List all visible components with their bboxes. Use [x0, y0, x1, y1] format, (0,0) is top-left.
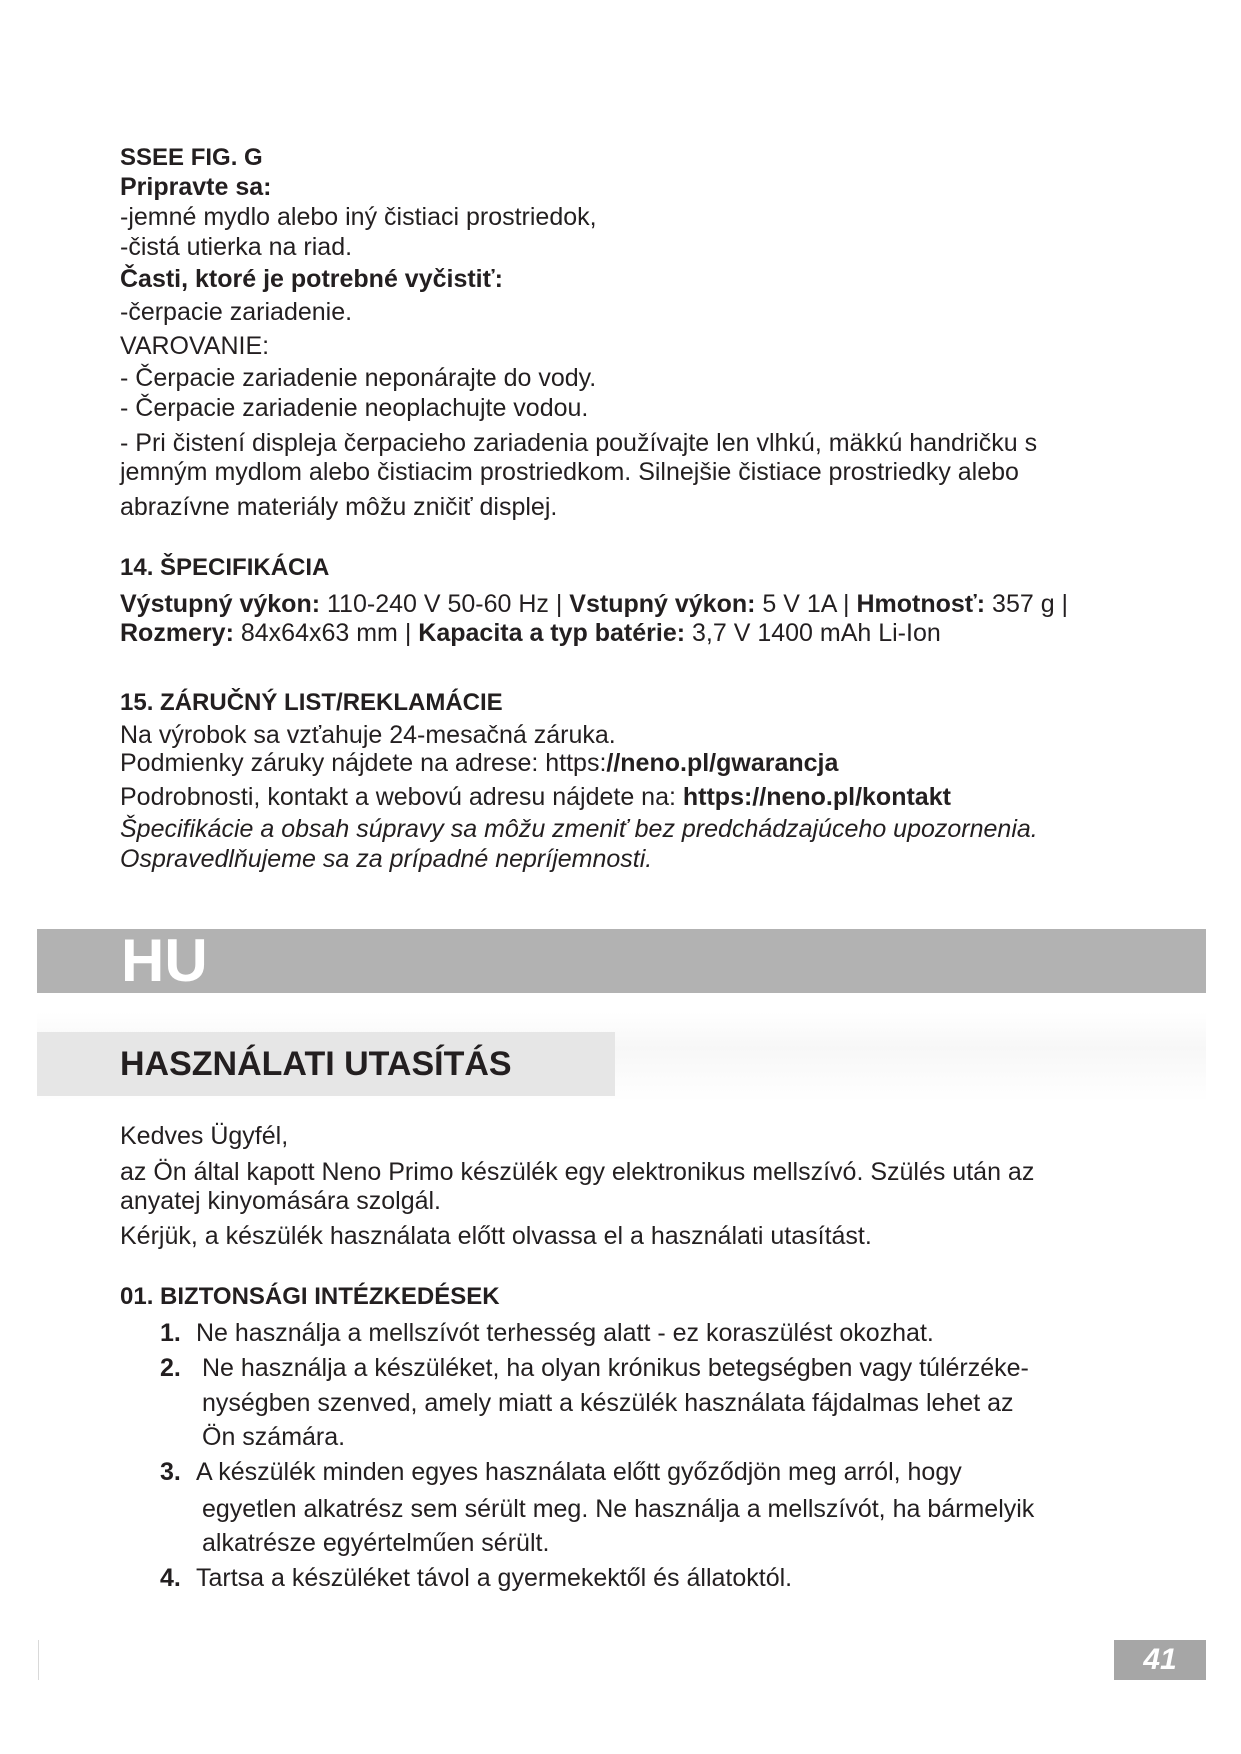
spec-weight-value: 357 g | — [985, 590, 1069, 618]
spec-line — [120, 589, 1068, 619]
spec-battery-label: Kapacita a typ batérie: — [418, 619, 686, 647]
warranty-text: Na výrobok sa vzťahuje 24-mesačná záruka. — [120, 721, 616, 749]
language-band — [37, 929, 1206, 993]
warranty-heading: 15. ZÁRUČNÝ LIST/REKLAMÁCIE — [120, 689, 503, 716]
spec-dimensions-value: 84x64x63 mm | — [233, 619, 419, 647]
spec-line — [120, 618, 941, 648]
list-number: 4. — [160, 1564, 181, 1592]
warranty-conditions-text: Podmienky záruky nájdete na adrese: https: — [120, 749, 607, 777]
list-number: 3. — [160, 1458, 181, 1486]
list-item-line: Ne használja a mellszívót terhesség alatt - ez koraszülést okozhat. — [196, 1319, 934, 1347]
prepare-item: -čistá utierka na riad. — [120, 233, 353, 261]
list-item-line: alkatrésze egyértelműen sérült. — [202, 1529, 550, 1557]
warning-item: - Čerpacie zariadenie neponárajte do vody. — [120, 364, 597, 392]
disclaimer-line: Ospravedlňujeme sa za prípadné nepríjemnosti. — [120, 845, 653, 873]
warning-long-line: abrazívne materiály môžu zničiť displej. — [120, 493, 558, 521]
warranty-conditions-line — [120, 748, 838, 778]
greeting: Kedves Ügyfél, — [120, 1122, 289, 1150]
intro-line: anyatej kinyomására szolgál. — [120, 1187, 441, 1215]
warning-long-line: jemným mydlom alebo čistiacim prostriedkom. Silnejšie čistiace prostriedky alebo — [120, 458, 1019, 486]
contact-text: Podrobnosti, kontakt a webovú adresu nájdete na: — [120, 783, 683, 811]
warning-heading: VAROVANIE: — [120, 332, 270, 360]
title-box — [37, 1032, 615, 1096]
spec-input-value: 5 V 1A | — [755, 590, 857, 618]
list-item-line: A készülék minden egyes használata előtt győződjön meg arról, hogy — [196, 1458, 962, 1486]
safety-heading: 01. BIZTONSÁGI INTÉZKEDÉSEK — [120, 1283, 500, 1310]
contact-link[interactable]: https://neno.pl/kontakt — [682, 783, 951, 811]
parts-item: -čerpacie zariadenie. — [120, 298, 353, 326]
language-code: HU — [121, 927, 208, 994]
list-number: 2. — [160, 1354, 181, 1382]
list-item-line: egyetlen alkatrész sem sérült meg. Ne használja a mellszívót, ha bármelyik — [202, 1495, 1035, 1523]
intro-line: az Ön által kapott Neno Primo készülék egy elektronikus mellszívó. Szülés után az — [120, 1158, 1035, 1186]
figure-reference: SSEE FIG. G — [120, 144, 263, 171]
spec-heading: 14. ŠPECIFIKÁCIA — [120, 554, 330, 581]
warning-long-line: - Pri čistení displeja čerpacieho zariadenia používajte len vlhkú, mäkkú handričku s — [120, 429, 1038, 457]
page-number: 41 — [1114, 1640, 1206, 1680]
margin-line — [38, 1640, 39, 1680]
warning-item: - Čerpacie zariadenie neoplachujte vodou. — [120, 394, 589, 422]
spec-output-label: Výstupný výkon: — [120, 590, 321, 618]
spec-dimensions-label: Rozmery: — [120, 619, 234, 647]
parts-heading: Časti, ktoré je potrebné vyčistiť: — [120, 265, 503, 293]
list-number: 1. — [160, 1319, 181, 1347]
prepare-heading: Pripravte sa: — [120, 173, 272, 201]
prepare-item: -jemné mydlo alebo iný čistiaci prostriedok, — [120, 203, 597, 231]
intro-line: Kérjük, a készülék használata előtt olvassa el a használati utasítást. — [120, 1222, 872, 1250]
spec-battery-value: 3,7 V 1400 mAh Li-Ion — [685, 619, 941, 647]
list-item-line: Tartsa a készüléket távol a gyermekektől és állatoktól. — [196, 1564, 793, 1592]
spec-input-label: Vstupný výkon: — [569, 590, 756, 618]
contact-line — [120, 782, 951, 812]
list-item-line: Ön számára. — [202, 1423, 346, 1451]
disclaimer-line: Špecifikácie a obsah súpravy sa môžu zmeniť bez predchádzajúceho upozornenia. — [120, 815, 1038, 843]
list-item-line: nységben szenved, amely miatt a készülék használata fájdalmas lehet az — [202, 1389, 1014, 1417]
spec-weight-label: Hmotnosť: — [856, 590, 986, 618]
list-item-line: Ne használja a készüléket, ha olyan krónikus betegségben vagy túlérzéke- — [202, 1354, 1029, 1382]
warranty-link[interactable]: //neno.pl/gwarancja — [606, 749, 839, 777]
manual-title: HASZNÁLATI UTASÍTÁS — [120, 1045, 512, 1083]
spec-output-value: 110-240 V 50-60 Hz | — [320, 590, 570, 618]
